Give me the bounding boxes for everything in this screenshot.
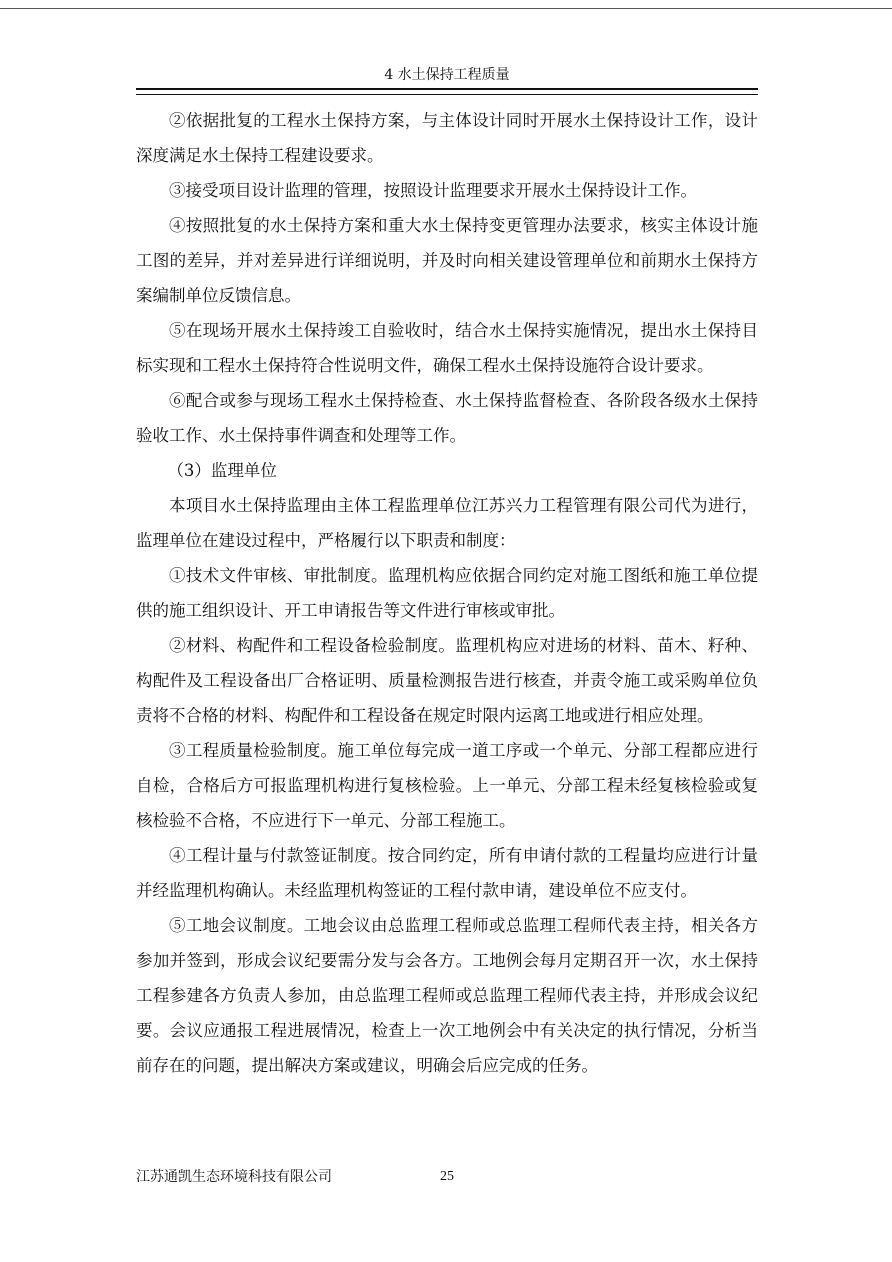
paragraph: ③接受项目设计监理的管理，按照设计监理要求开展水土保持设计工作。 <box>169 181 697 200</box>
paragraph: ⑥配合或参与现场工程水土保持检查、水土保持监督检查、各阶段各级水土保持验收工作、水土保持事件调查和处理等工作。 <box>136 391 758 445</box>
paragraph: ②材料、构配件和工程设备检验制度。监理机构应对进场的材料、苗木、籽种、构配件及工程设备出厂合格证明、质量检测报告进行核查，并责令施工或采购单位负责将不合格的材料、构配件和工程设备在规定时限内运离工地或进行相应处理。 <box>136 636 758 725</box>
paragraph: ⑤工地会议制度。工地会议由总监理工程师或总监理工程师代表主持，相关各方参加并签到，形成会议纪要需分发与会各方。工地例会每月定期召开一次，水土保持工程参建各方负责人参加，由总监理工程师或总监理工程师代表主持，并形成会议纪要。会议应通报工程进展情况，检查上一次工地例会中有关决定的执行情况，分析当前存在的问题，提出解决方案或建议，明确会后应完成的任务。 <box>136 916 758 1075</box>
page-number: 25 <box>440 1169 454 1184</box>
scan-top-edge <box>0 8 892 9</box>
paragraph: ③工程质量检验制度。施工单位每完成一道工序或一个单元、分部工程都应进行自检，合格后方可报监理机构进行复核检验。上一单元、分部工程未经复核检验或复核检验不合格，不应进行下一单元、分部工程施工。 <box>136 741 758 830</box>
header-rule <box>136 88 758 95</box>
paragraph: ①技术文件审核、审批制度。监理机构应依据合同约定对施工图纸和施工单位提供的施工组织设计、开工申请报告等文件进行审核或审批。 <box>136 566 758 620</box>
body-text <box>136 103 758 1083</box>
footer-company: 江苏通凯生态环境科技有限公司 <box>136 1169 332 1185</box>
paragraph: ②依据批复的工程水土保持方案，与主体设计同时开展水土保持设计工作，设计深度满足水土保持工程建设要求。 <box>136 111 758 165</box>
paragraph: ④工程计量与付款签证制度。按合同约定，所有申请付款的工程量均应进行计量并经监理机构确认。未经监理机构签证的工程付款申请，建设单位不应支付。 <box>136 846 758 900</box>
running-header: 4 水土保持工程质量 <box>384 67 510 83</box>
section-heading: （3）监理单位 <box>167 461 277 480</box>
paragraph: ④按照批复的水土保持方案和重大水土保持变更管理办法要求，核实主体设计施工图的差异，并对差异进行详细说明，并及时向相关建设管理单位和前期水土保持方案编制单位反馈信息。 <box>136 216 758 305</box>
paragraph: 本项目水土保持监理由主体工程监理单位江苏兴力工程管理有限公司代为进行，监理单位在建设过程中，严格履行以下职责和制度： <box>136 496 758 550</box>
paragraph: ⑤在现场开展水土保持竣工自验收时，结合水土保持实施情况，提出水土保持目标实现和工程水土保持符合性说明文件，确保工程水土保持设施符合设计要求。 <box>136 321 758 375</box>
